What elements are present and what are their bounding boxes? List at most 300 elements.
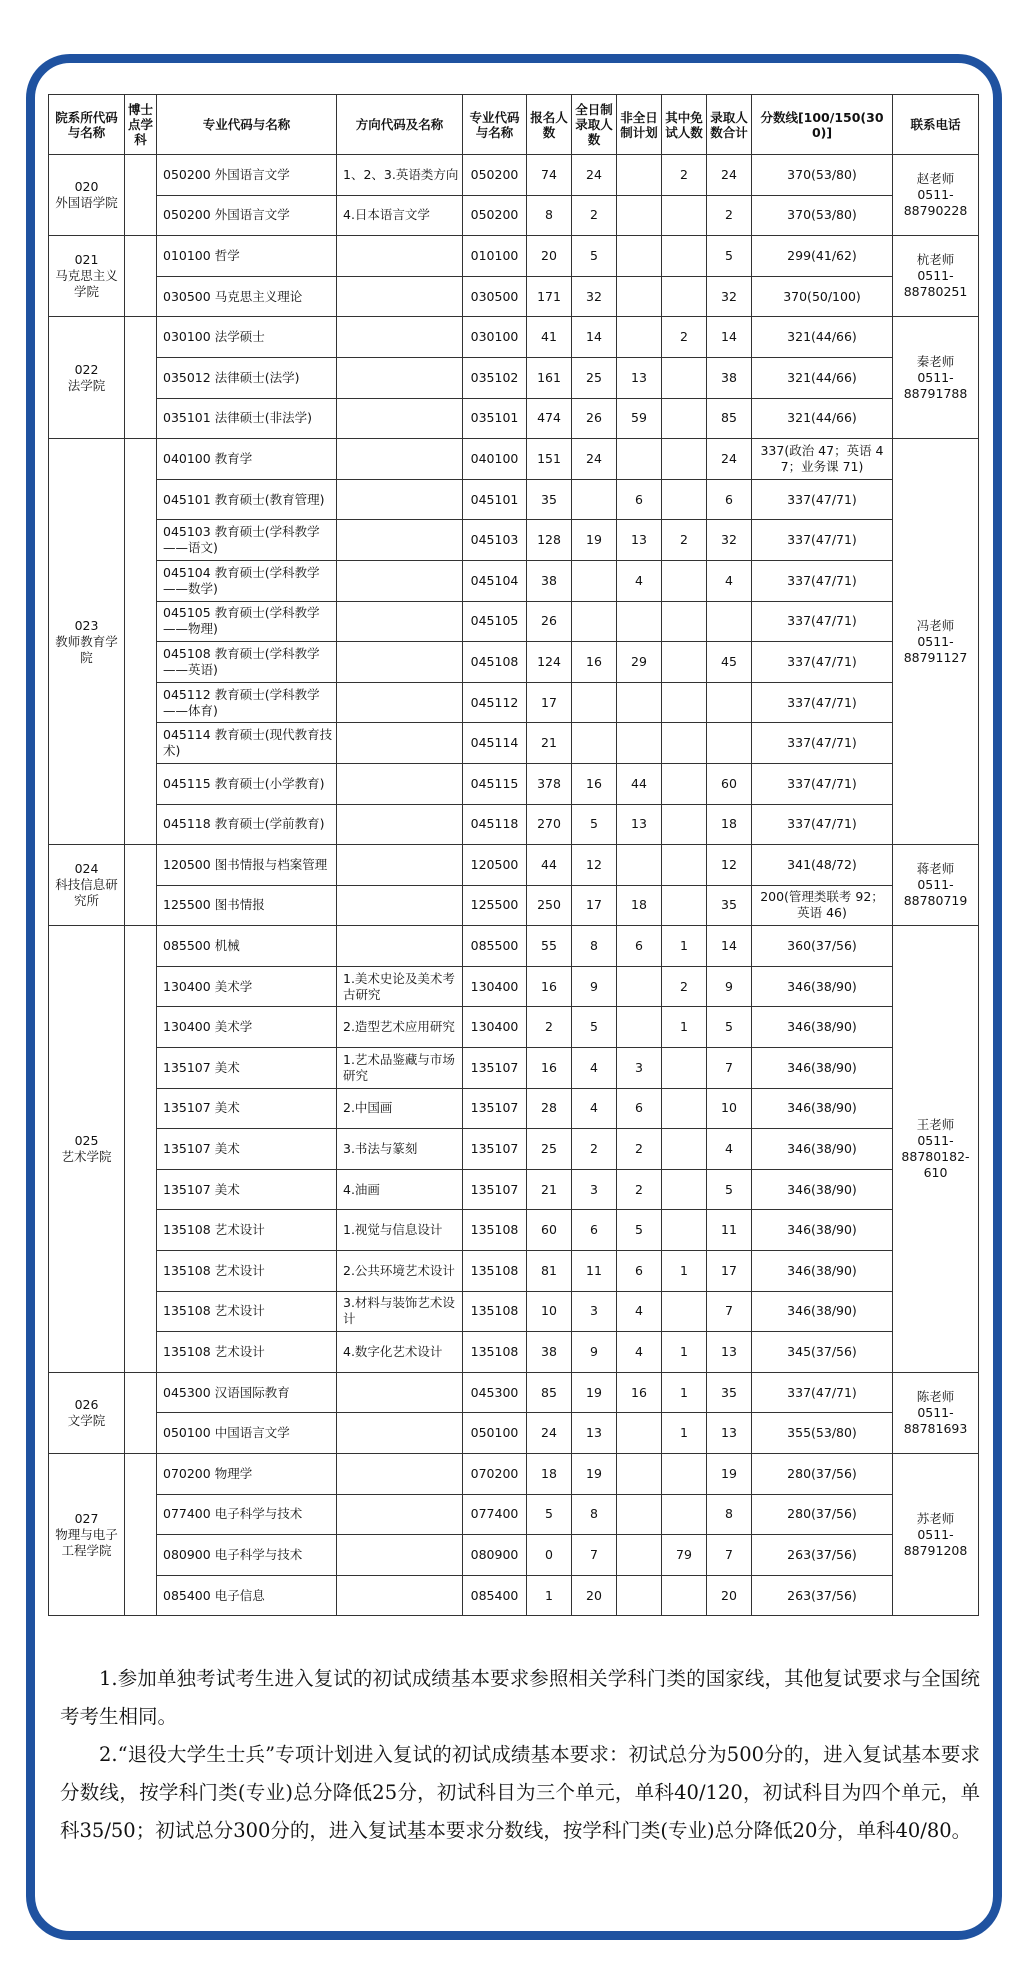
table-row [49, 966, 979, 1007]
exempt-cell [662, 1169, 707, 1210]
part-cell: 4 [617, 1291, 662, 1332]
total-cell: 20 [707, 1575, 752, 1616]
apply-cell: 151 [527, 439, 572, 480]
full-cell: 32 [572, 276, 617, 317]
major-cell: 010100 哲学 [157, 236, 337, 277]
apply-cell: 250 [527, 885, 572, 926]
apply-cell: 21 [527, 1169, 572, 1210]
code-cell: 045101 [463, 479, 527, 520]
exempt-cell [662, 682, 707, 723]
apply-cell: 24 [527, 1413, 572, 1454]
score-cell: 337(47/71) [752, 682, 893, 723]
total-cell: 32 [707, 520, 752, 561]
score-cell: 355(53/80) [752, 1413, 893, 1454]
score-cell: 337(政治 47；英语 47；业务课 71) [752, 439, 893, 480]
table-row [49, 1291, 979, 1332]
header-cell: 全日制录取人数 [572, 95, 617, 155]
part-cell [617, 1007, 662, 1048]
apply-cell: 474 [527, 398, 572, 439]
major-cell: 045300 汉语国际教育 [157, 1372, 337, 1413]
doctoral-cell [125, 845, 157, 926]
dir-cell: 4.油画 [337, 1169, 463, 1210]
part-cell: 16 [617, 1372, 662, 1413]
table-row [49, 560, 979, 601]
total-cell: 13 [707, 1332, 752, 1373]
table-row [49, 1454, 979, 1495]
major-cell: 070200 物理学 [157, 1454, 337, 1495]
part-cell [617, 966, 662, 1007]
major-cell: 045115 教育硕士(小学教育) [157, 763, 337, 804]
major-cell: 135107 美术 [157, 1169, 337, 1210]
score-cell: 337(47/71) [752, 763, 893, 804]
dir-cell [337, 1494, 463, 1535]
full-cell: 24 [572, 155, 617, 196]
part-cell [617, 276, 662, 317]
major-cell: 045103 教育硕士(学科教学——语文) [157, 520, 337, 561]
exempt-cell: 2 [662, 317, 707, 358]
exempt-cell [662, 1088, 707, 1129]
exempt-cell [662, 1048, 707, 1089]
table-row [49, 1169, 979, 1210]
admission-table [48, 94, 979, 1616]
full-cell: 20 [572, 1575, 617, 1616]
total-cell: 13 [707, 1413, 752, 1454]
full-cell: 5 [572, 236, 617, 277]
contact-cell: 赵老师 0511- 88790228 [893, 155, 979, 236]
total-cell: 2 [707, 195, 752, 236]
table-row [49, 1007, 979, 1048]
code-cell: 125500 [463, 885, 527, 926]
major-cell: 135108 艺术设计 [157, 1210, 337, 1251]
header-cell: 专业代码与名称 [463, 95, 527, 155]
full-cell: 14 [572, 317, 617, 358]
full-cell: 17 [572, 885, 617, 926]
table-row [49, 236, 979, 277]
dir-cell [337, 885, 463, 926]
code-cell: 045105 [463, 601, 527, 642]
total-cell: 9 [707, 966, 752, 1007]
full-cell: 2 [572, 195, 617, 236]
header-cell: 非全日制计划 [617, 95, 662, 155]
header-cell: 分数线[100/150(300)] [752, 95, 893, 155]
header-cell: 专业代码与名称 [157, 95, 337, 155]
total-cell: 14 [707, 926, 752, 967]
dept-cell: 021 马克思主义学院 [49, 236, 125, 317]
full-cell: 19 [572, 1372, 617, 1413]
contact-cell: 王老师 0511- 88780182- 610 [893, 926, 979, 1373]
major-cell: 040100 教育学 [157, 439, 337, 480]
part-cell: 3 [617, 1048, 662, 1089]
dept-cell: 022 法学院 [49, 317, 125, 439]
total-cell: 5 [707, 236, 752, 277]
code-cell: 085500 [463, 926, 527, 967]
full-cell: 8 [572, 926, 617, 967]
code-cell: 070200 [463, 1454, 527, 1495]
major-cell: 045104 教育硕士(学科教学——数学) [157, 560, 337, 601]
apply-cell: 5 [527, 1494, 572, 1535]
dir-cell [337, 642, 463, 683]
major-cell: 135108 艺术设计 [157, 1251, 337, 1292]
score-cell: 263(37/56) [752, 1535, 893, 1576]
table-row [49, 682, 979, 723]
major-cell: 077400 电子科学与技术 [157, 1494, 337, 1535]
contact-cell: 秦老师 0511- 88791788 [893, 317, 979, 439]
exempt-cell [662, 195, 707, 236]
total-cell: 18 [707, 804, 752, 845]
full-cell: 4 [572, 1048, 617, 1089]
apply-cell: 85 [527, 1372, 572, 1413]
code-cell: 045108 [463, 642, 527, 683]
major-cell: 120500 图书情报与档案管理 [157, 845, 337, 886]
part-cell: 2 [617, 1169, 662, 1210]
table-row [49, 723, 979, 764]
apply-cell: 38 [527, 560, 572, 601]
exempt-cell [662, 398, 707, 439]
major-cell: 045112 教育硕士(学科教学——体育) [157, 682, 337, 723]
dir-cell [337, 520, 463, 561]
exempt-cell: 1 [662, 1251, 707, 1292]
dir-cell [337, 845, 463, 886]
major-cell: 030100 法学硕士 [157, 317, 337, 358]
score-cell: 370(53/80) [752, 155, 893, 196]
header-cell: 院系所代码与名称 [49, 95, 125, 155]
apply-cell: 17 [527, 682, 572, 723]
admission-table-container [48, 94, 978, 1616]
table-row [49, 763, 979, 804]
table-row [49, 845, 979, 886]
code-cell: 135107 [463, 1129, 527, 1170]
score-cell: 370(53/80) [752, 195, 893, 236]
score-cell: 321(44/66) [752, 317, 893, 358]
table-row [49, 439, 979, 480]
apply-cell: 18 [527, 1454, 572, 1495]
total-cell: 7 [707, 1291, 752, 1332]
code-cell: 135108 [463, 1251, 527, 1292]
part-cell [617, 1413, 662, 1454]
full-cell: 13 [572, 1413, 617, 1454]
dir-cell: 3.书法与篆刻 [337, 1129, 463, 1170]
apply-cell: 44 [527, 845, 572, 886]
full-cell: 9 [572, 966, 617, 1007]
score-cell: 346(38/90) [752, 1088, 893, 1129]
code-cell: 030500 [463, 276, 527, 317]
code-cell: 040100 [463, 439, 527, 480]
dir-cell [337, 601, 463, 642]
exempt-cell [662, 1494, 707, 1535]
major-cell: 135107 美术 [157, 1088, 337, 1129]
part-cell [617, 317, 662, 358]
code-cell: 135108 [463, 1332, 527, 1373]
full-cell: 8 [572, 1494, 617, 1535]
major-cell: 045118 教育硕士(学前教育) [157, 804, 337, 845]
code-cell: 130400 [463, 966, 527, 1007]
contact-cell: 蒋老师 0511- 88780719 [893, 845, 979, 926]
doctoral-cell [125, 926, 157, 1373]
score-cell: 321(44/66) [752, 357, 893, 398]
exempt-cell: 2 [662, 155, 707, 196]
dir-cell: 4.数字化艺术设计 [337, 1332, 463, 1373]
exempt-cell [662, 1575, 707, 1616]
table-row [49, 1494, 979, 1535]
score-cell: 337(47/71) [752, 520, 893, 561]
major-cell: 135107 美术 [157, 1129, 337, 1170]
code-cell: 135107 [463, 1169, 527, 1210]
total-cell: 14 [707, 317, 752, 358]
full-cell: 19 [572, 520, 617, 561]
total-cell: 60 [707, 763, 752, 804]
full-cell [572, 601, 617, 642]
apply-cell: 55 [527, 926, 572, 967]
exempt-cell [662, 763, 707, 804]
major-cell: 045108 教育硕士(学科教学——英语) [157, 642, 337, 683]
dir-cell: 1、2、3.英语类方向 [337, 155, 463, 196]
code-cell: 045103 [463, 520, 527, 561]
total-cell: 5 [707, 1169, 752, 1210]
major-cell: 045101 教育硕士(教育管理) [157, 479, 337, 520]
part-cell [617, 155, 662, 196]
dir-cell [337, 1413, 463, 1454]
apply-cell: 171 [527, 276, 572, 317]
major-cell: 045114 教育硕士(现代教育技术) [157, 723, 337, 764]
apply-cell: 20 [527, 236, 572, 277]
full-cell: 3 [572, 1169, 617, 1210]
dir-cell [337, 276, 463, 317]
code-cell: 030100 [463, 317, 527, 358]
score-cell: 360(37/56) [752, 926, 893, 967]
total-cell: 35 [707, 1372, 752, 1413]
table-row [49, 479, 979, 520]
exempt-cell: 79 [662, 1535, 707, 1576]
total-cell: 12 [707, 845, 752, 886]
header-cell: 录取人数合计 [707, 95, 752, 155]
dept-cell: 027 物理与电子工程学院 [49, 1454, 125, 1616]
dir-cell [337, 1454, 463, 1495]
major-cell: 135108 艺术设计 [157, 1291, 337, 1332]
exempt-cell: 2 [662, 966, 707, 1007]
total-cell [707, 682, 752, 723]
dir-cell [337, 804, 463, 845]
total-cell: 7 [707, 1048, 752, 1089]
doctoral-cell [125, 1372, 157, 1453]
part-cell: 13 [617, 520, 662, 561]
code-cell: 085400 [463, 1575, 527, 1616]
score-cell: 337(47/71) [752, 642, 893, 683]
score-cell: 299(41/62) [752, 236, 893, 277]
apply-cell: 38 [527, 1332, 572, 1373]
header-cell: 博士点学科 [125, 95, 157, 155]
major-cell: 135108 艺术设计 [157, 1332, 337, 1373]
major-cell: 035012 法律硕士(法学) [157, 357, 337, 398]
full-cell: 5 [572, 1007, 617, 1048]
exempt-cell: 1 [662, 1332, 707, 1373]
full-cell: 9 [572, 1332, 617, 1373]
major-cell: 080900 电子科学与技术 [157, 1535, 337, 1576]
score-cell: 346(38/90) [752, 1007, 893, 1048]
exempt-cell [662, 804, 707, 845]
code-cell: 045112 [463, 682, 527, 723]
header-cell: 方向代码及名称 [337, 95, 463, 155]
dir-cell: 2.中国画 [337, 1088, 463, 1129]
apply-cell: 10 [527, 1291, 572, 1332]
contact-cell: 陈老师 0511- 88781693 [893, 1372, 979, 1453]
exempt-cell [662, 1210, 707, 1251]
table-row [49, 1332, 979, 1373]
dir-cell [337, 723, 463, 764]
note-paragraph: 1.参加单独考试考生进入复试的初试成绩基本要求参照相关学科门类的国家线，其他复试要求与全国统考考生相同。 [60, 1667, 980, 1728]
dir-cell: 2.造型艺术应用研究 [337, 1007, 463, 1048]
contact-cell: 苏老师 0511- 88791208 [893, 1454, 979, 1616]
total-cell [707, 601, 752, 642]
total-cell: 19 [707, 1454, 752, 1495]
full-cell: 5 [572, 804, 617, 845]
full-cell: 25 [572, 357, 617, 398]
code-cell: 135107 [463, 1088, 527, 1129]
total-cell: 4 [707, 560, 752, 601]
dept-cell: 024 科技信息研究所 [49, 845, 125, 926]
dir-cell [337, 926, 463, 967]
code-cell: 120500 [463, 845, 527, 886]
score-cell: 345(37/56) [752, 1332, 893, 1373]
exempt-cell [662, 642, 707, 683]
exempt-cell [662, 357, 707, 398]
code-cell: 050200 [463, 195, 527, 236]
table-row [49, 398, 979, 439]
major-cell: 130400 美术学 [157, 966, 337, 1007]
full-cell: 2 [572, 1129, 617, 1170]
table-row [49, 195, 979, 236]
exempt-cell: 1 [662, 1413, 707, 1454]
apply-cell: 1 [527, 1575, 572, 1616]
code-cell: 045115 [463, 763, 527, 804]
score-cell: 346(38/90) [752, 1048, 893, 1089]
dept-cell: 025 艺术学院 [49, 926, 125, 1373]
total-cell: 10 [707, 1088, 752, 1129]
score-cell: 280(37/56) [752, 1454, 893, 1495]
total-cell: 11 [707, 1210, 752, 1251]
full-cell [572, 479, 617, 520]
table-row [49, 601, 979, 642]
apply-cell: 21 [527, 723, 572, 764]
full-cell: 19 [572, 1454, 617, 1495]
part-cell [617, 1454, 662, 1495]
table-row [49, 1048, 979, 1089]
apply-cell: 35 [527, 479, 572, 520]
part-cell: 18 [617, 885, 662, 926]
apply-cell: 41 [527, 317, 572, 358]
exempt-cell [662, 885, 707, 926]
dir-cell: 4.日本语言文学 [337, 195, 463, 236]
dir-cell [337, 1535, 463, 1576]
exempt-cell [662, 1129, 707, 1170]
dept-cell: 020 外国语学院 [49, 155, 125, 236]
code-cell: 035102 [463, 357, 527, 398]
table-row [49, 1088, 979, 1129]
total-cell: 5 [707, 1007, 752, 1048]
code-cell: 130400 [463, 1007, 527, 1048]
total-cell [707, 723, 752, 764]
part-cell [617, 845, 662, 886]
dir-cell [337, 560, 463, 601]
doctoral-cell [125, 155, 157, 236]
major-cell: 125500 图书情报 [157, 885, 337, 926]
full-cell: 16 [572, 642, 617, 683]
full-cell [572, 560, 617, 601]
dir-cell [337, 1372, 463, 1413]
code-cell: 010100 [463, 236, 527, 277]
part-cell: 13 [617, 357, 662, 398]
part-cell: 5 [617, 1210, 662, 1251]
dir-cell [337, 763, 463, 804]
score-cell: 346(38/90) [752, 1291, 893, 1332]
total-cell: 8 [707, 1494, 752, 1535]
table-row [49, 926, 979, 967]
dir-cell [337, 398, 463, 439]
major-cell: 050100 中国语言文学 [157, 1413, 337, 1454]
part-cell: 29 [617, 642, 662, 683]
score-cell: 337(47/71) [752, 560, 893, 601]
code-cell: 050200 [463, 155, 527, 196]
major-cell: 030500 马克思主义理论 [157, 276, 337, 317]
part-cell: 4 [617, 560, 662, 601]
major-cell: 085500 机械 [157, 926, 337, 967]
exempt-cell: 1 [662, 1007, 707, 1048]
exempt-cell [662, 236, 707, 277]
major-cell: 050200 外国语言文学 [157, 195, 337, 236]
full-cell: 11 [572, 1251, 617, 1292]
exempt-cell [662, 1454, 707, 1495]
table-row [49, 885, 979, 926]
note-paragraph: 2.“退役大学生士兵”专项计划进入复试的初试成绩基本要求：初试总分为500分的，进入复试基本要求分数线，按学科门类(专业)总分降低25分，初试科目为三个单元，单科40/120，初试科目为四个单元，单科35/50；初试总分300分的，进入复试基本要求分数线，按学科门类(专业)总分降低20分，单科40/80。 [60, 1743, 980, 1842]
total-cell: 6 [707, 479, 752, 520]
apply-cell: 81 [527, 1251, 572, 1292]
full-cell: 4 [572, 1088, 617, 1129]
total-cell: 7 [707, 1535, 752, 1576]
major-cell: 035101 法律硕士(非法学) [157, 398, 337, 439]
score-cell: 346(38/90) [752, 1251, 893, 1292]
table-row [49, 1251, 979, 1292]
code-cell: 045300 [463, 1372, 527, 1413]
full-cell: 3 [572, 1291, 617, 1332]
apply-cell: 0 [527, 1535, 572, 1576]
apply-cell: 16 [527, 1048, 572, 1089]
table-row [49, 1210, 979, 1251]
dir-cell [337, 1575, 463, 1616]
part-cell [617, 439, 662, 480]
apply-cell: 378 [527, 763, 572, 804]
exempt-cell [662, 1291, 707, 1332]
code-cell: 045114 [463, 723, 527, 764]
apply-cell: 2 [527, 1007, 572, 1048]
code-cell: 135108 [463, 1210, 527, 1251]
exempt-cell: 1 [662, 1372, 707, 1413]
total-cell: 24 [707, 155, 752, 196]
score-cell: 321(44/66) [752, 398, 893, 439]
score-cell: 337(47/71) [752, 601, 893, 642]
score-cell: 263(37/56) [752, 1575, 893, 1616]
total-cell: 38 [707, 357, 752, 398]
exempt-cell [662, 276, 707, 317]
dir-cell [337, 236, 463, 277]
part-cell [617, 1575, 662, 1616]
total-cell: 24 [707, 439, 752, 480]
part-cell [617, 1535, 662, 1576]
part-cell [617, 723, 662, 764]
part-cell: 59 [617, 398, 662, 439]
major-cell: 045105 教育硕士(学科教学——物理) [157, 601, 337, 642]
part-cell: 13 [617, 804, 662, 845]
table-row [49, 1413, 979, 1454]
doctoral-cell [125, 1454, 157, 1616]
